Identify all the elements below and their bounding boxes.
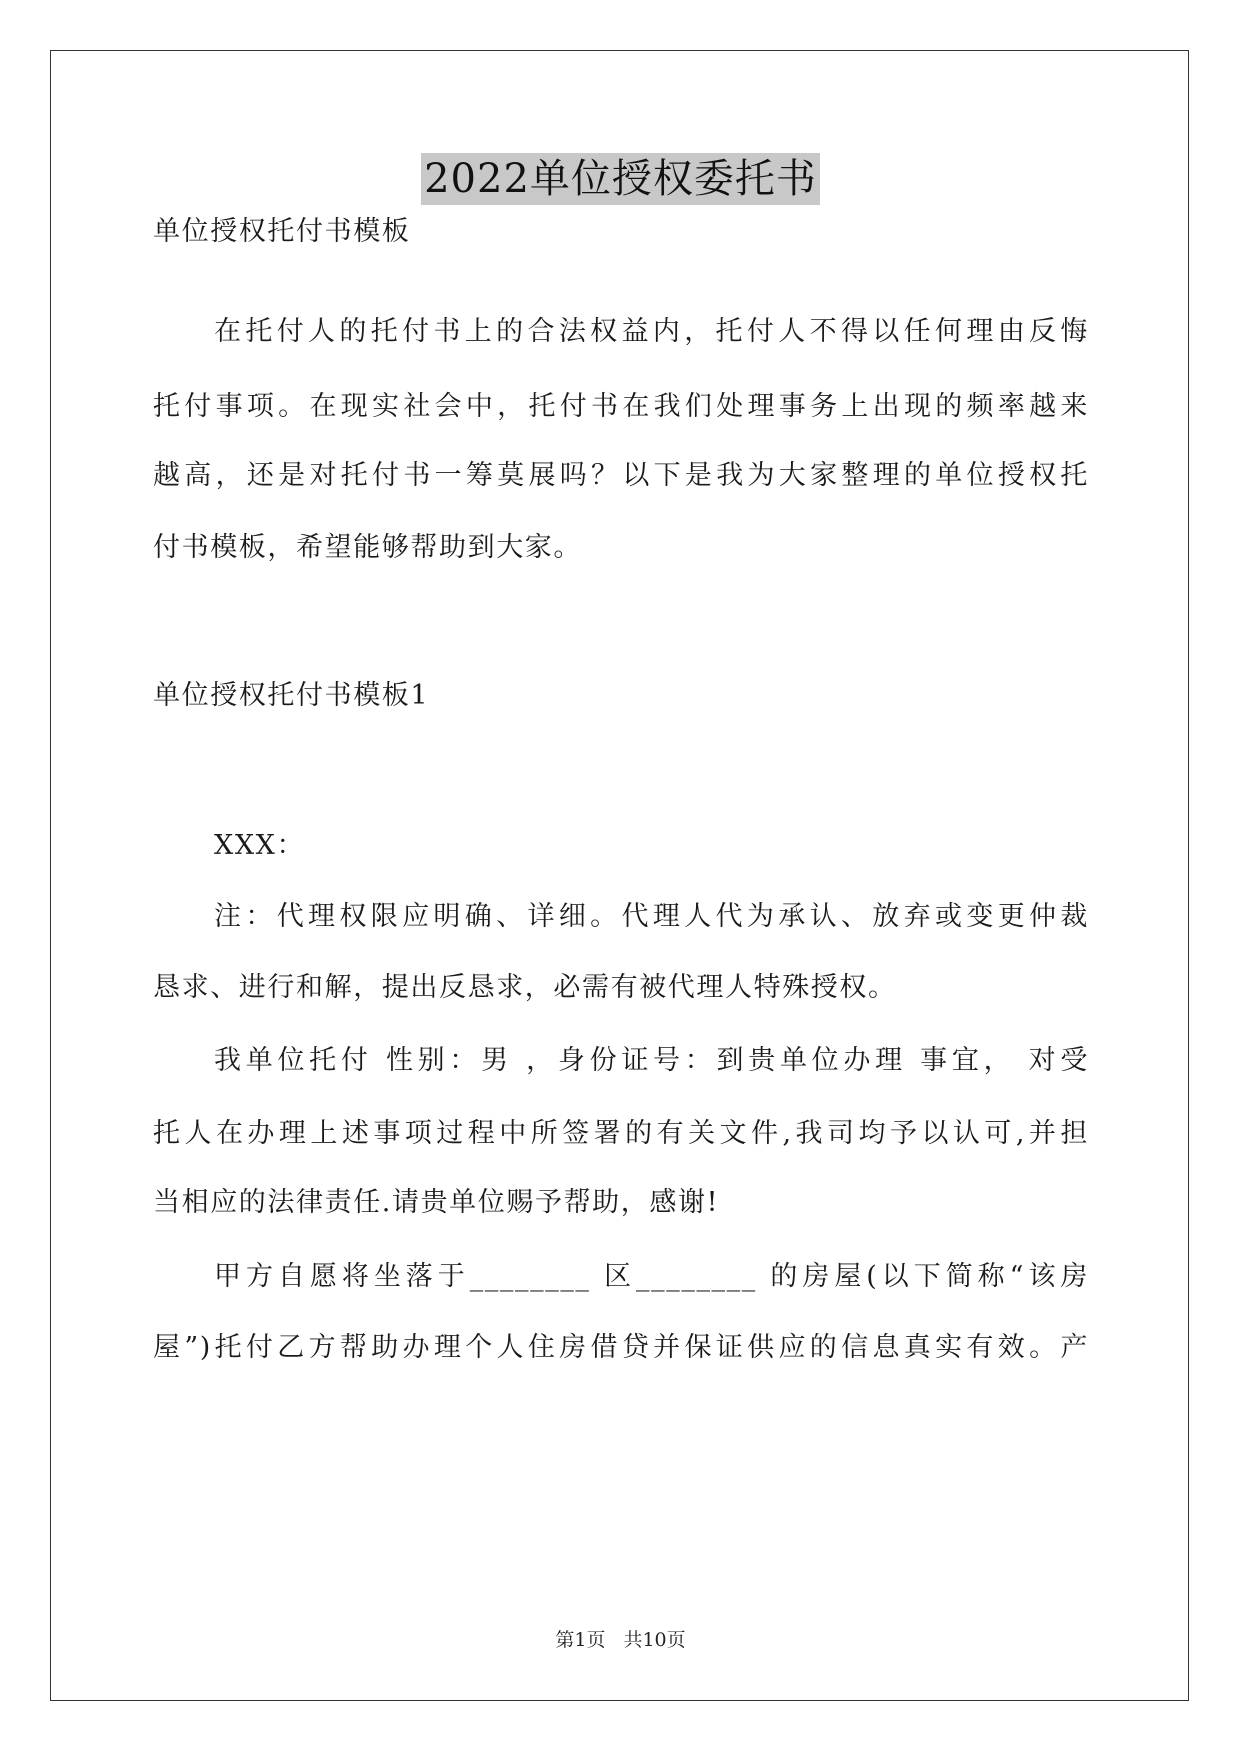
current-page-label: 第1页	[555, 1629, 606, 1651]
intro-line-1: 在托付人的托付书上的合法权益内，托付人不得以任何理由反悔	[214, 316, 1089, 347]
party-a-line-2: 屋”)托付乙方帮助办理个人住房借贷并保证供应的信息真实有效。产	[153, 1332, 1089, 1363]
page-footer	[0, 1628, 1241, 1652]
total-pages-label: 共10页	[623, 1629, 686, 1651]
document-title: 2022单位授权委托书	[421, 153, 820, 205]
body-line-3: 当相应的法律责任.请贵单位赐予帮助，感谢!	[153, 1187, 720, 1218]
intro-line-3: 越高，还是对托付书一筹莫展吗？以下是我为大家整理的单位授权托	[153, 460, 1089, 491]
salutation: XXX：	[214, 830, 306, 861]
note-line-2: 恳求、进行和解，提出反恳求，必需有被代理人特殊授权。	[153, 972, 897, 1003]
title-container	[0, 153, 1241, 205]
intro-line-4: 付书模板，希望能够帮助到大家。	[153, 532, 582, 563]
body-line-1: 我单位托付 性别：男 ，身份证号：到贵单位办理 事宜， 对受	[214, 1045, 1089, 1076]
subtitle: 单位授权托付书模板	[153, 216, 411, 247]
page-border	[50, 50, 1189, 1701]
note-line-1: 注：代理权限应明确、详细。代理人代为承认、放弃或变更仲裁	[214, 901, 1089, 932]
section-heading: 单位授权托付书模板1	[153, 680, 430, 711]
body-line-2: 托人在办理上述事项过程中所签署的有关文件,我司均予以认可,并担	[153, 1118, 1089, 1149]
party-a-line-1: 甲方自愿将坐落于________ 区________ 的房屋(以下简称“该房	[214, 1261, 1089, 1292]
intro-line-2: 托付事项。在现实社会中，托付书在我们处理事务上出现的频率越来	[153, 391, 1089, 422]
